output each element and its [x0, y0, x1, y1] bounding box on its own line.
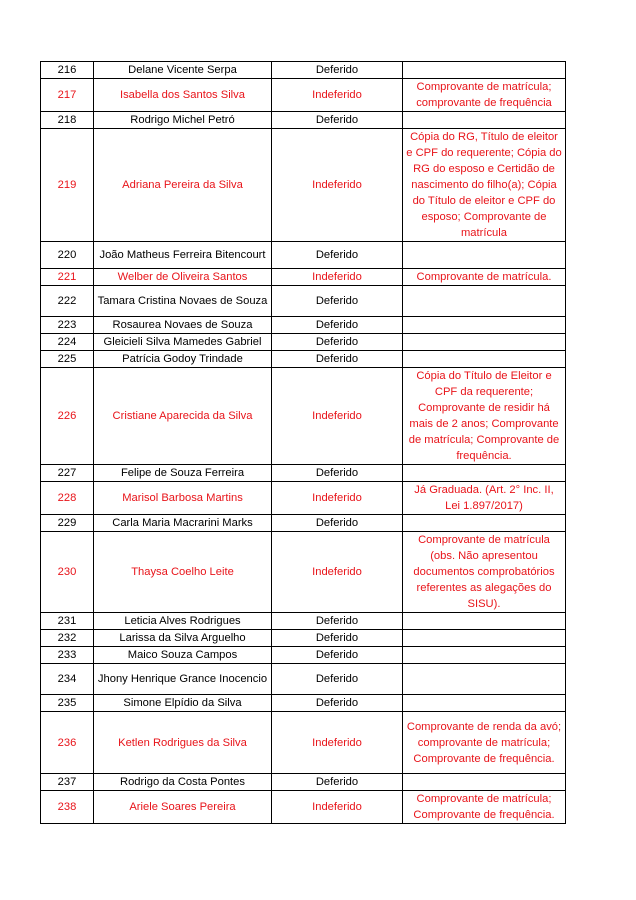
note-cell: [403, 664, 566, 695]
note-cell: Comprovante de matrícula.: [403, 269, 566, 286]
row-number: 229: [41, 515, 94, 532]
status-cell: Deferido: [272, 664, 403, 695]
table-row: [41, 62, 566, 79]
candidate-name: Delane Vicente Serpa: [94, 62, 272, 79]
note-cell: [403, 112, 566, 129]
note-cell: Comprovante de matrícula; Comprovante de frequência.: [403, 791, 566, 824]
table-row: [41, 515, 566, 532]
row-number: 235: [41, 695, 94, 712]
table-row: [41, 112, 566, 129]
note-cell: [403, 351, 566, 368]
candidate-name: Marisol Barbosa Martins: [94, 482, 272, 515]
candidate-name: Simone Elpídio da Silva: [94, 695, 272, 712]
status-cell: Deferido: [272, 242, 403, 269]
table-row: [41, 712, 566, 774]
rows-body: [41, 62, 566, 824]
row-number: 227: [41, 465, 94, 482]
table-row: [41, 286, 566, 317]
note-cell: Comprovante de renda da avó; comprovante de matrícula; Comprovante de frequência.: [403, 712, 566, 774]
candidate-name: Leticia Alves Rodrigues: [94, 613, 272, 630]
note-cell: Comprovante de matrícula (obs. Não apresentou documentos comprobatórios referentes as alegações do SISU).: [403, 532, 566, 613]
row-number: 226: [41, 368, 94, 465]
note-cell: Cópia do Título de Eleitor e CPF da requerente; Comprovante de residir há mais de 2 anos; Comprovante de matrícula; Comprovante de frequência.: [403, 368, 566, 465]
table-row: [41, 791, 566, 824]
status-cell: Indeferido: [272, 368, 403, 465]
candidate-name: Maico Souza Campos: [94, 647, 272, 664]
candidate-name: Adriana Pereira da Silva: [94, 129, 272, 242]
row-number: 219: [41, 129, 94, 242]
status-cell: Deferido: [272, 515, 403, 532]
table-row: [41, 79, 566, 112]
candidate-name: Jhony Henrique Grance Inocencio: [94, 664, 272, 695]
candidate-name: Ketlen Rodrigues da Silva: [94, 712, 272, 774]
note-cell: [403, 647, 566, 664]
row-number: 237: [41, 774, 94, 791]
row-number: 238: [41, 791, 94, 824]
table-row: [41, 482, 566, 515]
table-row: [41, 774, 566, 791]
table-row: [41, 630, 566, 647]
table-row: [41, 465, 566, 482]
status-cell: Deferido: [272, 613, 403, 630]
row-number: 233: [41, 647, 94, 664]
candidate-name: Gleicieli Silva Mamedes Gabriel: [94, 334, 272, 351]
candidate-name: Larissa da Silva Arguelho: [94, 630, 272, 647]
note-cell: [403, 695, 566, 712]
table-row: [41, 317, 566, 334]
status-cell: Indeferido: [272, 532, 403, 613]
status-cell: Deferido: [272, 317, 403, 334]
status-cell: Deferido: [272, 62, 403, 79]
row-number: 236: [41, 712, 94, 774]
table-row: [41, 664, 566, 695]
row-number: 224: [41, 334, 94, 351]
table-row: [41, 269, 566, 286]
candidate-name: Felipe de Souza Ferreira: [94, 465, 272, 482]
row-number: 230: [41, 532, 94, 613]
status-cell: Indeferido: [272, 791, 403, 824]
note-cell: [403, 630, 566, 647]
row-number: 218: [41, 112, 94, 129]
candidate-name: Cristiane Aparecida da Silva: [94, 368, 272, 465]
status-cell: Deferido: [272, 695, 403, 712]
note-cell: [403, 774, 566, 791]
note-cell: [403, 317, 566, 334]
note-cell: [403, 242, 566, 269]
status-cell: Indeferido: [272, 269, 403, 286]
row-number: 217: [41, 79, 94, 112]
status-cell: Indeferido: [272, 79, 403, 112]
row-number: 232: [41, 630, 94, 647]
table-row: [41, 368, 566, 465]
note-cell: Já Graduada. (Art. 2° Inc. II, Lei 1.897/2017): [403, 482, 566, 515]
candidate-name: João Matheus Ferreira Bitencourt: [94, 242, 272, 269]
row-number: 221: [41, 269, 94, 286]
status-cell: Indeferido: [272, 129, 403, 242]
note-cell: [403, 515, 566, 532]
status-cell: Deferido: [272, 630, 403, 647]
table-row: [41, 647, 566, 664]
candidate-name: Rodrigo da Costa Pontes: [94, 774, 272, 791]
candidate-name: Ariele Soares Pereira: [94, 791, 272, 824]
table-row: [41, 351, 566, 368]
row-number: 223: [41, 317, 94, 334]
status-cell: Indeferido: [272, 482, 403, 515]
status-cell: Deferido: [272, 351, 403, 368]
candidate-name: Isabella dos Santos Silva: [94, 79, 272, 112]
candidate-name: Thaysa Coelho Leite: [94, 532, 272, 613]
note-cell: Comprovante de matrícula; comprovante de frequência: [403, 79, 566, 112]
status-cell: Deferido: [272, 774, 403, 791]
note-cell: [403, 465, 566, 482]
table-row: [41, 613, 566, 630]
table-row: [41, 695, 566, 712]
row-number: 234: [41, 664, 94, 695]
row-number: 222: [41, 286, 94, 317]
row-number: 220: [41, 242, 94, 269]
status-cell: Deferido: [272, 465, 403, 482]
status-cell: Deferido: [272, 334, 403, 351]
status-cell: Deferido: [272, 112, 403, 129]
table-row: [41, 129, 566, 242]
candidate-name: Welber de Oliveira Santos: [94, 269, 272, 286]
status-cell: Deferido: [272, 647, 403, 664]
note-cell: [403, 613, 566, 630]
candidate-name: Tamara Cristina Novaes de Souza: [94, 286, 272, 317]
status-cell: Indeferido: [272, 712, 403, 774]
note-cell: [403, 286, 566, 317]
results-table: [40, 61, 566, 824]
row-number: 231: [41, 613, 94, 630]
note-cell: [403, 334, 566, 351]
candidate-name: Rodrigo Michel Petró: [94, 112, 272, 129]
row-number: 228: [41, 482, 94, 515]
status-cell: Deferido: [272, 286, 403, 317]
table-row: [41, 334, 566, 351]
candidate-name: Rosaurea Novaes de Souza: [94, 317, 272, 334]
note-cell: [403, 62, 566, 79]
row-number: 225: [41, 351, 94, 368]
table-row: [41, 242, 566, 269]
candidate-name: Carla Maria Macrarini Marks: [94, 515, 272, 532]
table-row: [41, 532, 566, 613]
note-cell: Cópia do RG, Título de eleitor e CPF do requerente; Cópia do RG do esposo e Certidão de nascimento do filho(a); Cópia do Título de eleitor e CPF do esposo; Comprovante de matrícula: [403, 129, 566, 242]
row-number: 216: [41, 62, 94, 79]
candidate-name: Patrícia Godoy Trindade: [94, 351, 272, 368]
